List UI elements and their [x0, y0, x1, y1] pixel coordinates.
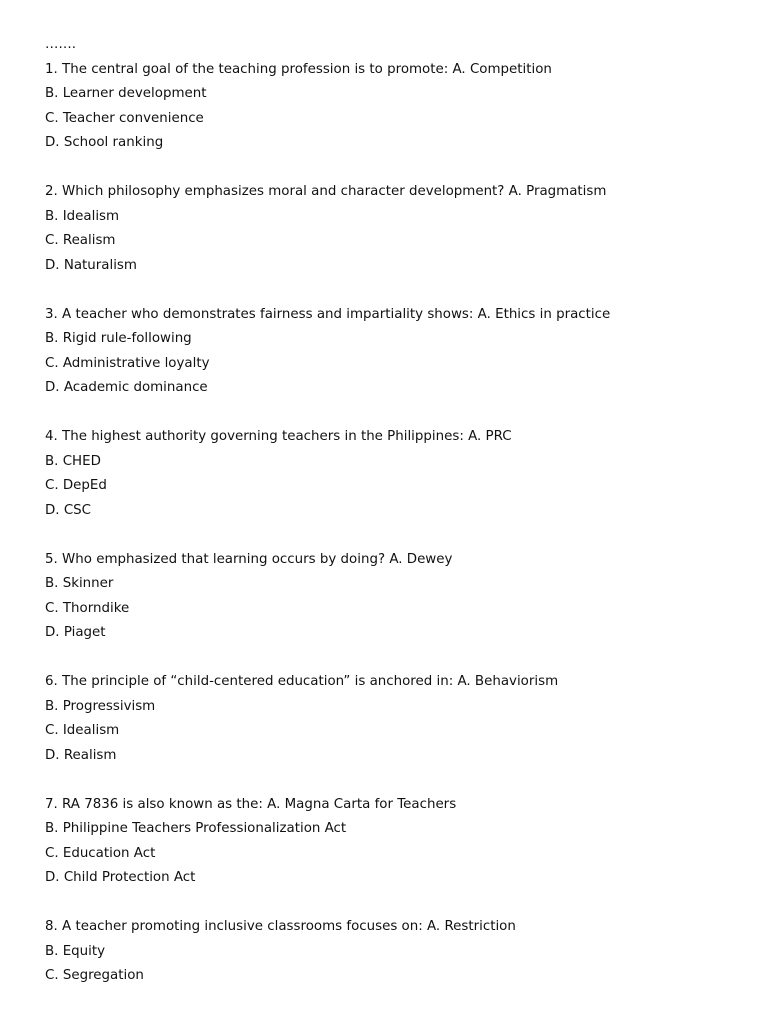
question-stem: 6. The principle of “child-centered education” is anchored in: A. Behaviorism [45, 674, 559, 689]
question-5 [45, 548, 745, 646]
question-6 [45, 670, 745, 768]
answer-option: B. Learner development [45, 86, 207, 101]
answer-option: D. Realism [45, 747, 117, 763]
question-1 [45, 58, 745, 156]
answer-option: B. Rigid rule-following [45, 331, 192, 346]
answer-option: D. Academic dominance [45, 380, 208, 395]
question-stem: 3. A teacher who demonstrates fairness and impartiality shows: A. Ethics in practice [45, 306, 611, 322]
answer-option: B. Skinner [45, 576, 114, 591]
answer-option: C. Administrative loyalty [45, 355, 210, 371]
answer-option: C. Thorndike [45, 600, 130, 616]
question-4 [45, 425, 745, 523]
answer-option: D. Naturalism [45, 257, 137, 273]
answer-option: C. Segregation [45, 968, 144, 983]
answer-option: B. Philippine Teachers Professionalization Act [45, 821, 347, 836]
question-stem: 8. A teacher promoting inclusive classrooms focuses on: A. Restriction [45, 919, 516, 934]
answer-option: B. Equity [45, 943, 106, 959]
answer-option: D. School ranking [45, 135, 164, 150]
answer-option: B. Progressivism [45, 698, 156, 714]
question-stem: 5. Who emphasized that learning occurs by doing? A. Dewey [45, 551, 453, 567]
answer-option: B. Idealism [45, 208, 120, 224]
header-ellipsis: ……. [45, 37, 77, 52]
question-stem: 4. The highest authority governing teachers in the Philippines: A. PRC [45, 429, 512, 444]
question-stem: 2. Which philosophy emphasizes moral and character development? A. Pragmatism [45, 184, 607, 199]
question-7 [45, 793, 745, 891]
answer-option: B. CHED [45, 453, 101, 469]
question-stem: 1. The central goal of the teaching profession is to promote: A. Competition [45, 61, 552, 77]
answer-option: C. DepEd [45, 478, 107, 493]
answer-option: C. Teacher convenience [45, 110, 204, 126]
question-stem: 7. RA 7836 is also known as the: A. Magna Carta for Teachers [45, 796, 457, 812]
answer-option: D. Child Protection Act [45, 870, 196, 885]
answer-option: D. CSC [45, 502, 92, 518]
question-3 [45, 303, 745, 401]
answer-option: D. Piaget [45, 625, 106, 640]
question-2 [45, 180, 745, 278]
answer-option: C. Idealism [45, 723, 120, 738]
question-8 [45, 915, 745, 989]
document-page [45, 33, 745, 989]
answer-option: C. Education Act [45, 845, 156, 861]
answer-option: C. Realism [45, 233, 116, 248]
